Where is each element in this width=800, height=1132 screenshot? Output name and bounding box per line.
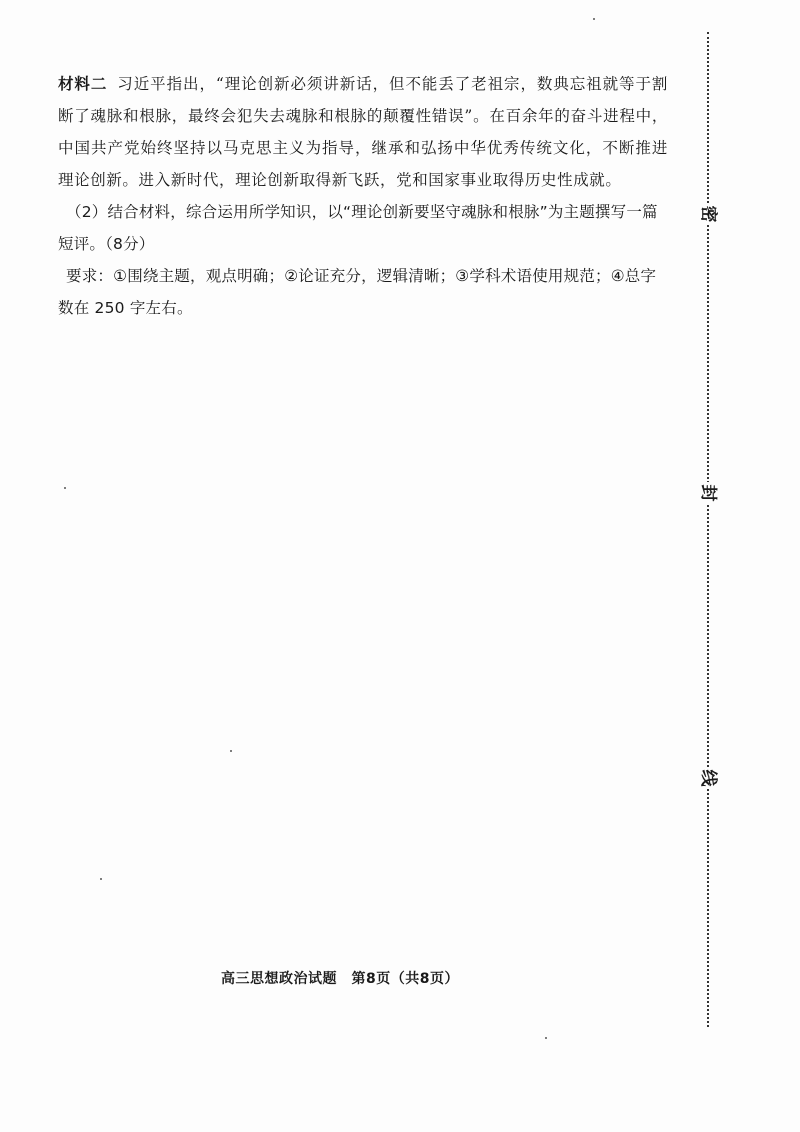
binding-dotted-line (707, 32, 709, 1027)
scan-speck (593, 18, 595, 20)
material-label: 材料二 (58, 75, 108, 93)
question-content (58, 68, 668, 324)
scan-speck (545, 1037, 547, 1039)
question-prompt: （2）结合材料，综合运用所学知识，以“理论创新要坚守魂脉和根脉”为主题撰写一篇短评。（8分） (58, 203, 658, 253)
material-paragraph (58, 68, 668, 196)
answer-requirements: 要求：①围绕主题，观点明确；②论证充分，逻辑清晰；③学科术语使用规范；④总字数在 250 字左右。 (58, 267, 657, 317)
page-footer: 高三思想政治试题 第8页（共8页） (221, 971, 459, 987)
scan-speck (64, 487, 66, 489)
scan-speck (100, 878, 102, 880)
binding-label-mi: 密 (697, 203, 719, 225)
binding-label-feng: 封 (697, 482, 719, 504)
scan-speck (230, 750, 232, 752)
material-text: 习近平指出，“理论创新必须讲新话，但不能丢了老祖宗，数典忘祖就等于割断了魂脉和根脉，最终会犯失去魂脉和根脉的颠覆性错误”。在百余年的奋斗进程中，中国共产党始终坚持以马克思主义为指导，继承和弘扬中华优秀传统文化，不断推进理论创新。进入新时代，理论创新取得新飞跃，党和国家事业取得历史性成就。 (58, 75, 668, 189)
binding-label-xian: 线 (697, 767, 719, 789)
